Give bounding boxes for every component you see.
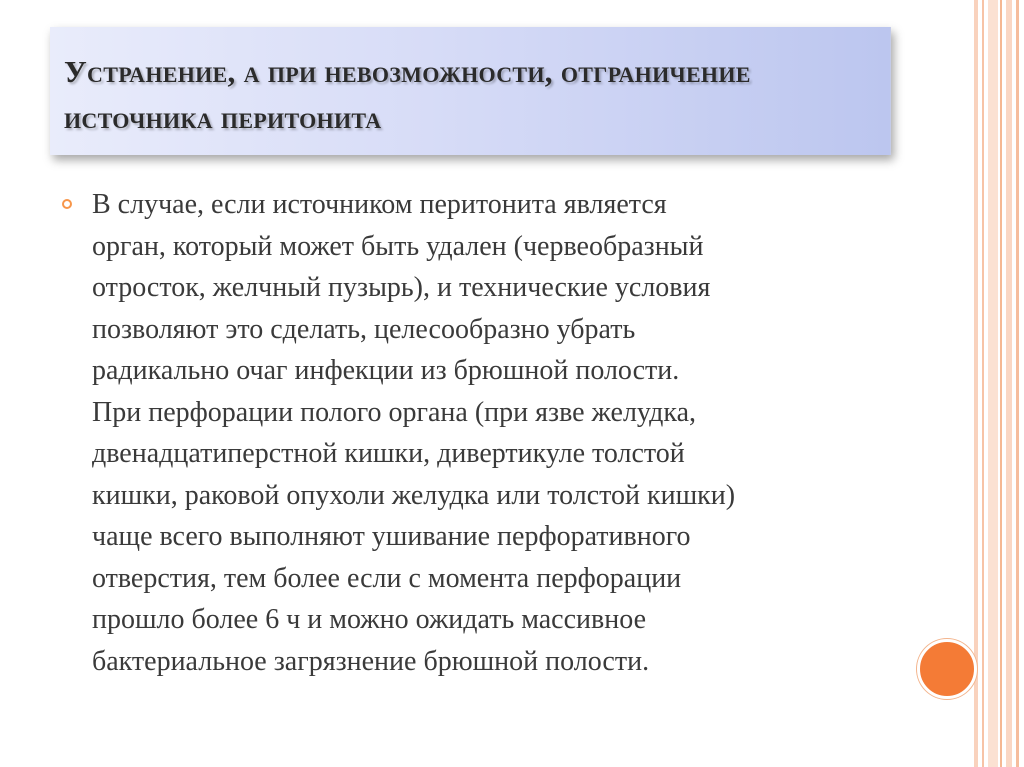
body-line: чаще всего выполняют ушивание перфоративного <box>92 521 691 552</box>
body-line: В случае, если источником перитонита является <box>92 189 667 220</box>
body-line: кишки, раковой опухоли желудка или толстой кишки) <box>92 479 736 511</box>
title-box <box>50 27 891 155</box>
body-line: отверстия, тем более если с момента перфорации <box>92 562 682 594</box>
body-line: прошло более 6 ч и можно ожидать массивное <box>92 604 646 635</box>
body-line: двенадцатиперстной кишки, дивертикуле толстой <box>92 438 685 469</box>
stripe <box>1000 0 1002 767</box>
stripe <box>982 0 984 767</box>
orange-circle-decoration <box>917 639 977 699</box>
body-line: радикально очаг инфекции из брюшной полости. <box>92 355 680 386</box>
stripe <box>974 0 978 767</box>
ring-bullet-icon <box>62 199 72 209</box>
body-line: орган, который может быть удален (червеобразный <box>92 230 704 262</box>
body-line: бактериальное загрязнение брюшной полости. <box>92 645 650 677</box>
slide-title: Устранение, а при невозможности, отграничение источника перитонита <box>64 54 751 135</box>
stripe <box>1016 0 1019 767</box>
stripe <box>988 0 998 767</box>
body-line: отросток, желчный пузырь), и технические условия <box>92 272 711 303</box>
right-decorative-stripes <box>974 0 1024 767</box>
stripe <box>1006 0 1012 767</box>
bullet-paragraph <box>92 184 862 682</box>
body-line: При перфорации полого органа (при язве желудка, <box>92 396 697 428</box>
body-line: позволяют это сделать, целесообразно убрать <box>92 313 636 345</box>
